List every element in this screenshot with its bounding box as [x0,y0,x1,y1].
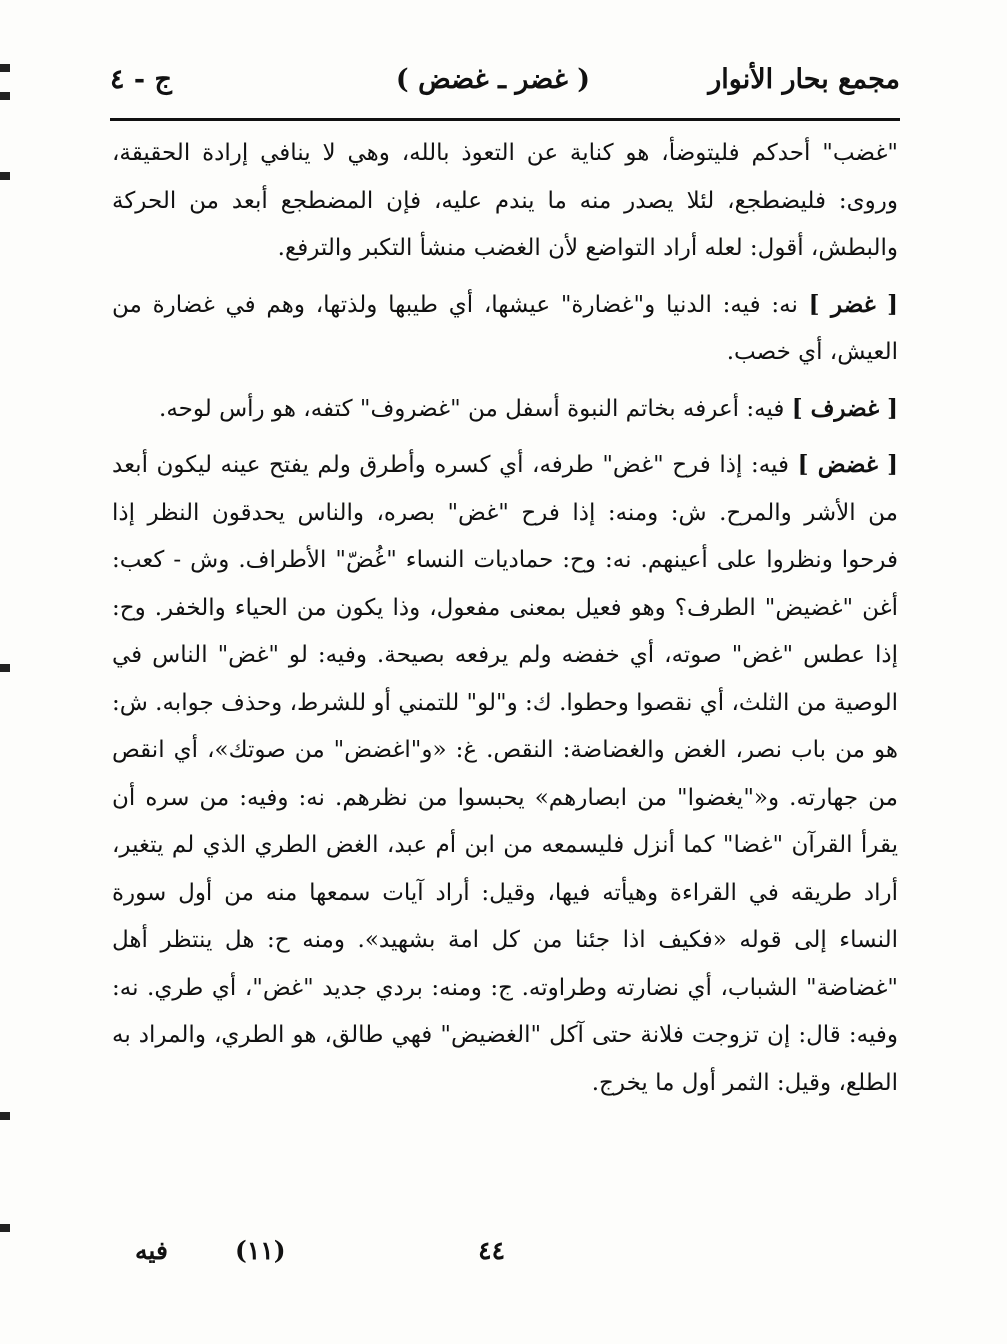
entry-ghadar [112,281,898,377]
page-number: ٤٤ [478,1236,505,1265]
book-title: مجمع بحار الأنوار [708,64,900,95]
header-rule [110,118,900,121]
entry-range: ( غضر ـ غضض ) [395,64,590,95]
entry-text: نه: فيه: الدنيا و"غضارة" عيشها، أي طيبها ولذتها، وهم في غضارة من العيش، أي خصب. [112,291,898,365]
catchword: فيه [135,1236,168,1265]
scan-edge-mark [0,1224,10,1232]
entry-ghadraf [112,385,898,434]
running-header [110,58,900,114]
scan-edge-mark [0,664,10,672]
scan-edge-mark [0,92,10,100]
entry-text: فيه: إذا فرح "غض" طرفه، أي كسره وأطرق ولم يفتح عينه ليكون أبعد من الأشر والمرح. ش: ومنه: إذا فرح "غض" بصره، والناس يحدقون النظر إذا فرحوا ونظروا على أعينهم. نه: وح: حماديات النساء "غُضّ" الأطراف. وش - كعب: أغن "غضيض" الطرف؟ وهو فعيل بمعنى مفعول، وذا يكون من الحياء والخفر. وح: إذا عطس "غض" صوته، أي خفضه ولم يرفعه بصيحة. وفيه: لو "غض" الناس في الوصية من الثلث، أي نقصوا وحطوا. ك: و"لو" للتمني أو للشرط، وحذف جوابه. ش: هو من باب نصر، الغض والغضاضة: النقص. غ: «و"اغضض" من صوتك»، أي انقص من جهارته. و«"يغضوا" من ابصارهم» يحبسوا من نظرهم. نه: وفيه: من سره أن يقرأ القرآن "غضا" كما أنزل فليسمعه من ابن أم عبد، الغض الطري الذي لم يتغير، أراد طريقه في القراءة وهيأته فيها، وقيل: أراد آيات سمعها منه من أول سورة النساء إلى قوله «فكيف اذا جئنا من كل امة بشهيد». ومنه ح: هل ينتظر أهل "غضاضة" الشباب، أي نضارته وطراوته. ج: ومنه: بردي جديد "غض"، أي طري. نه: وفيه: قال: إن تزوجت فلانة حتى آكل "الغضيض" فهي طالق، هو الطري، والمراد به الطلع، وقيل: الثمر أول ما يخرج. [112,452,898,1096]
scan-edge-mark [0,64,10,72]
main-text [112,130,898,1107]
entry-headword: [ غضرف ] [791,394,898,422]
volume-number: ج - ٤ [110,64,172,95]
paragraph-ghadab-continuation [112,130,898,273]
paragraph-text: "غضب" أحدكم فليتوضأ، هو كناية عن التعوذ بالله، وهي لا ينافي إرادة الحقيقة، وروى: فليضطجع، لئلا يصدر منه ما يندم عليه، فإن المضطجع أبعد من الحركة والبطش، أقول: لعله أراد التواضع لأن الغضب منشأ التكبر والترفع. [112,140,898,261]
entry-headword: [ غضض ] [797,451,899,478]
scan-edge-mark [0,1112,10,1120]
page-footer [110,1232,900,1280]
entry-ghadad [112,441,898,1107]
signature-mark: (١١) [235,1236,286,1265]
scan-edge-mark [0,172,10,180]
entry-headword: [ غضر ] [808,290,899,318]
entry-text: فيه: أعرفه بخاتم النبوة أسفل من "غضروف" كتفه، هو رأس لوحه. [159,395,785,422]
